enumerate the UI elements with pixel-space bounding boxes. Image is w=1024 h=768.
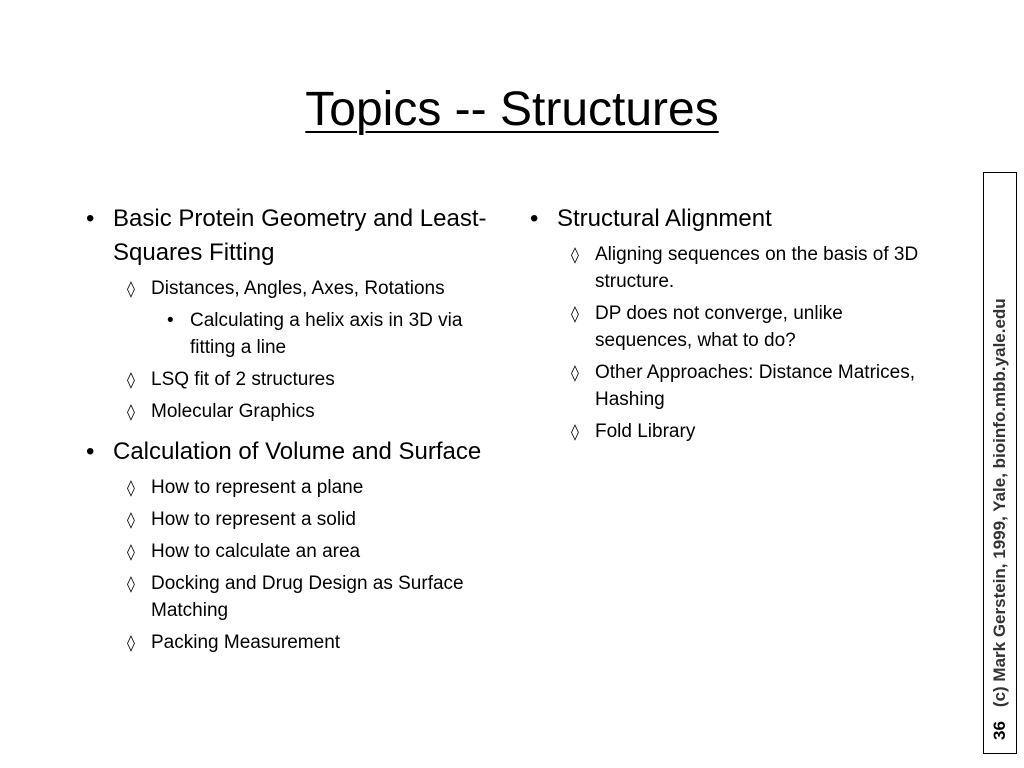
sub-bullet-text: Docking and Drug Design as Surface Matching bbox=[151, 573, 464, 621]
bullet-item bbox=[528, 202, 938, 236]
left-column bbox=[84, 202, 494, 656]
diamond-icon: ◊ bbox=[571, 304, 579, 323]
vertical-footer bbox=[990, 298, 1010, 740]
sub-bullet-item bbox=[84, 629, 494, 656]
diamond-icon: ◊ bbox=[127, 370, 135, 389]
sub-bullet-item bbox=[528, 241, 938, 295]
sub-bullet-item bbox=[84, 275, 494, 302]
right-column bbox=[528, 202, 938, 445]
diamond-icon: ◊ bbox=[127, 574, 135, 593]
sub-bullet-item bbox=[84, 570, 494, 624]
bullet-item bbox=[84, 435, 494, 469]
sub-bullet-text: Fold Library bbox=[595, 421, 696, 442]
sub-bullet-text: Packing Measurement bbox=[151, 632, 341, 653]
diamond-icon: ◊ bbox=[127, 542, 135, 561]
slide-title: Topics -- Structures bbox=[305, 83, 719, 136]
sub-bullet-text: DP does not converge, unlike sequences, what to do? bbox=[595, 303, 843, 351]
sub-bullet-item bbox=[528, 359, 938, 413]
sub-bullet-text: How to represent a plane bbox=[151, 477, 364, 498]
sub-bullet-item bbox=[84, 474, 494, 501]
diamond-icon: ◊ bbox=[127, 402, 135, 421]
sub-bullet-item bbox=[84, 398, 494, 425]
diamond-icon: ◊ bbox=[127, 633, 135, 652]
diamond-icon: ◊ bbox=[127, 279, 135, 298]
diamond-icon: ◊ bbox=[571, 422, 579, 441]
bullet-text: Calculation of Volume and Surface bbox=[113, 438, 482, 465]
sub-bullet-text: How to calculate an area bbox=[151, 541, 361, 562]
sub-bullet-text: How to represent a solid bbox=[151, 509, 356, 530]
sub-bullet-text: Distances, Angles, Axes, Rotations bbox=[151, 278, 445, 299]
sub-sub-bullet-text: Calculating a helix axis in 3D via fitting a line bbox=[190, 310, 463, 358]
bullet-item bbox=[84, 202, 494, 270]
sub-bullet-text: Molecular Graphics bbox=[151, 401, 315, 422]
diamond-icon: ◊ bbox=[571, 245, 579, 264]
bullet-icon: • bbox=[86, 205, 95, 232]
copyright-notice: (c) Mark Gerstein, 1999, Yale, bioinfo.mbb.yale.edu bbox=[990, 298, 1009, 708]
sub-bullet-text: Aligning sequences on the basis of 3D structure. bbox=[595, 244, 919, 292]
sub-bullet-text: LSQ fit of 2 structures bbox=[151, 369, 335, 390]
sub-bullet-item bbox=[528, 418, 938, 445]
diamond-icon: ◊ bbox=[127, 510, 135, 529]
bullet-text: Structural Alignment bbox=[557, 205, 772, 232]
sub-bullet-item bbox=[528, 300, 938, 354]
bullet-text: Basic Protein Geometry and Least-Squares Fitting bbox=[113, 205, 487, 266]
sub-bullet-item bbox=[84, 506, 494, 533]
diamond-icon: ◊ bbox=[571, 363, 579, 382]
sub-bullet-text: Other Approaches: Distance Matrices, Hashing bbox=[595, 362, 915, 410]
sub-bullet-item bbox=[84, 538, 494, 565]
bullet-icon: • bbox=[530, 205, 539, 232]
bullet-icon: • bbox=[167, 310, 174, 331]
diamond-icon: ◊ bbox=[127, 478, 135, 497]
bullet-icon: • bbox=[86, 438, 95, 465]
sub-bullet-item bbox=[84, 366, 494, 393]
sub-sub-bullet-item bbox=[84, 307, 494, 361]
page-number: 36 bbox=[990, 721, 1009, 740]
